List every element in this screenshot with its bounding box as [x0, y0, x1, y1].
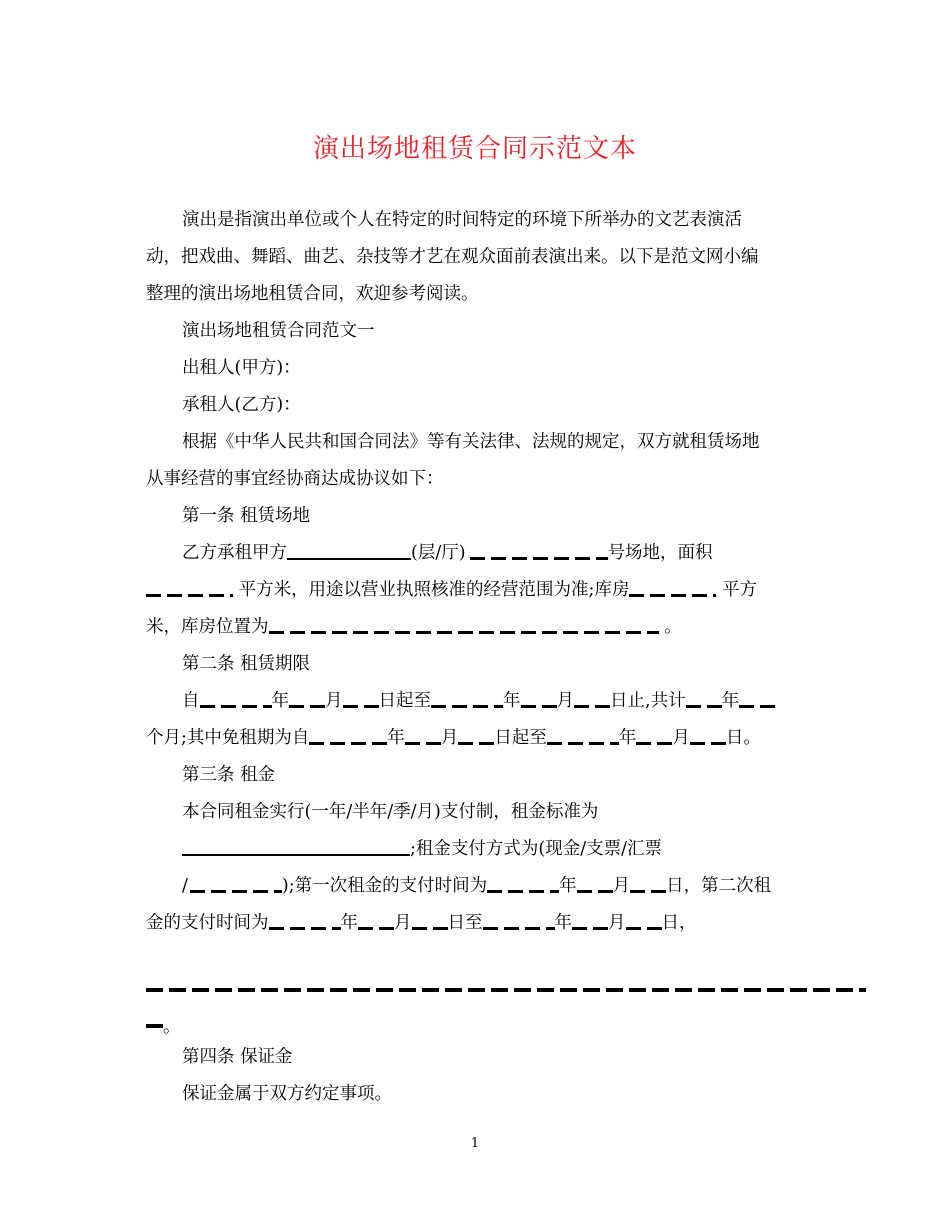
preamble-line-1: 根据《中华人民共和国合同法》等有关法律、法规的规定，双方就租赁场地 [182, 432, 760, 452]
intro-line-1: 演出是指演出单位或个人在特定的时间特定的环境下所举办的文艺表演活 [182, 210, 742, 230]
blank-field[interactable] [405, 727, 441, 745]
page-number: 1 [470, 1136, 480, 1151]
text: 号场地，面积 [607, 543, 713, 563]
blank-field[interactable] [146, 579, 233, 597]
article-1-heading: 第一条 租赁场地 [182, 506, 311, 526]
blank-field[interactable] [630, 875, 666, 893]
text: 月 [672, 728, 690, 748]
text: 年 [503, 691, 521, 711]
article-2-line-1 [182, 688, 775, 714]
blank-field[interactable] [636, 727, 672, 745]
blank-field[interactable] [458, 727, 494, 745]
text: 。 [658, 617, 682, 637]
text: 月 [556, 691, 574, 711]
text: 年 [618, 728, 637, 748]
text: 年 [554, 913, 572, 933]
blank-field[interactable] [690, 727, 726, 745]
text: 年 [271, 691, 289, 711]
blank-field[interactable] [547, 727, 619, 745]
blank-dash [146, 1024, 163, 1028]
text: 日。 [725, 728, 761, 748]
text: 金的支付时间为 [146, 913, 269, 933]
blank-field[interactable] [483, 912, 555, 930]
text: 日至 [447, 913, 483, 933]
blank-field[interactable] [269, 912, 341, 930]
text: 月 [608, 913, 626, 933]
text: 年 [559, 876, 577, 896]
blank-field[interactable] [577, 875, 613, 893]
text: / [182, 876, 188, 896]
blank-field[interactable] [521, 690, 557, 708]
text: 年 [340, 913, 358, 933]
text: 月 [325, 691, 343, 711]
text: ;租金支付方式为(现金/支票/汇票 [410, 839, 663, 859]
text: 自 [182, 691, 200, 711]
blank-field[interactable] [686, 690, 722, 708]
blank-field[interactable] [343, 690, 379, 708]
article-4-body: 保证金属于双方约定事项。 [182, 1084, 392, 1104]
blank-field[interactable] [572, 912, 608, 930]
article-3-line-2 [182, 836, 662, 862]
text: );第一次租金的支付时间为 [281, 876, 488, 896]
article-3-line-1: 本合同租金实行(一年/半年/季/月)支付制，租金标准为 [182, 802, 599, 822]
blank-field[interactable] [629, 579, 716, 597]
text: 月 [440, 728, 459, 748]
text: 日起至 [494, 728, 547, 748]
blank-field[interactable] [289, 690, 325, 708]
lessee-line: 承租人(乙方)： [182, 395, 301, 415]
long-blank-end [146, 1014, 181, 1040]
text: 月 [394, 913, 412, 933]
long-blank-field[interactable] [146, 988, 866, 992]
article-3-heading: 第三条 租金 [182, 765, 276, 785]
text: 平方米，用途以营业执照核准的经营范围为准;库房 [233, 580, 630, 600]
blank-field[interactable] [431, 690, 503, 708]
preamble-line-2: 从事经营的事宜经协商达成协议如下： [146, 469, 444, 489]
text: 日，第二次租 [666, 876, 772, 896]
article-3-line-4 [146, 910, 697, 936]
blank-field[interactable] [269, 616, 659, 634]
intro-line-3: 整理的演出场地租赁合同，欢迎参考阅读。 [146, 284, 479, 304]
blank-field[interactable] [287, 540, 411, 560]
text: 日止,共计 [610, 691, 686, 711]
article-1-line-3 [146, 614, 682, 640]
article-3-line-3 [182, 873, 771, 899]
article-4-heading: 第四条 保证金 [182, 1047, 293, 1067]
blank-field[interactable] [487, 875, 559, 893]
text: 日， [661, 913, 697, 933]
text: 。 [163, 1017, 181, 1037]
blank-field[interactable] [739, 690, 775, 708]
text: 乙方承租甲方 [182, 543, 287, 563]
blank-field[interactable] [200, 690, 272, 708]
intro-line-2: 动，把戏曲、舞蹈、曲艺、杂技等才艺在观众面前表演出来。以下是范文网小编 [146, 247, 759, 267]
article-1-line-2 [146, 577, 757, 603]
text: 年 [721, 691, 740, 711]
article-1-line-1 [182, 540, 713, 566]
text: 日起至 [378, 691, 431, 711]
blank-field[interactable] [470, 542, 608, 560]
page-title: 演出场地租赁合同示范文本 [312, 134, 637, 164]
sample-heading: 演出场地租赁合同范文一 [182, 321, 375, 341]
text: 个月;其中免租期为自 [146, 728, 310, 748]
article-2-line-2 [146, 725, 761, 751]
text: 月 [612, 876, 631, 896]
text: 年 [387, 728, 405, 748]
text: 平方 [716, 580, 758, 600]
text: (层/厅) [411, 543, 466, 563]
blank-field[interactable] [182, 836, 410, 856]
text: 米，库房位置为 [146, 617, 269, 637]
blank-field[interactable] [626, 912, 662, 930]
lessor-line: 出租人(甲方)： [182, 358, 301, 378]
blank-field[interactable] [574, 690, 610, 708]
blank-field[interactable] [358, 912, 394, 930]
blank-field[interactable] [190, 875, 282, 893]
article-2-heading: 第二条 租赁期限 [182, 654, 311, 674]
blank-field[interactable] [309, 727, 387, 745]
blank-field[interactable] [412, 912, 448, 930]
